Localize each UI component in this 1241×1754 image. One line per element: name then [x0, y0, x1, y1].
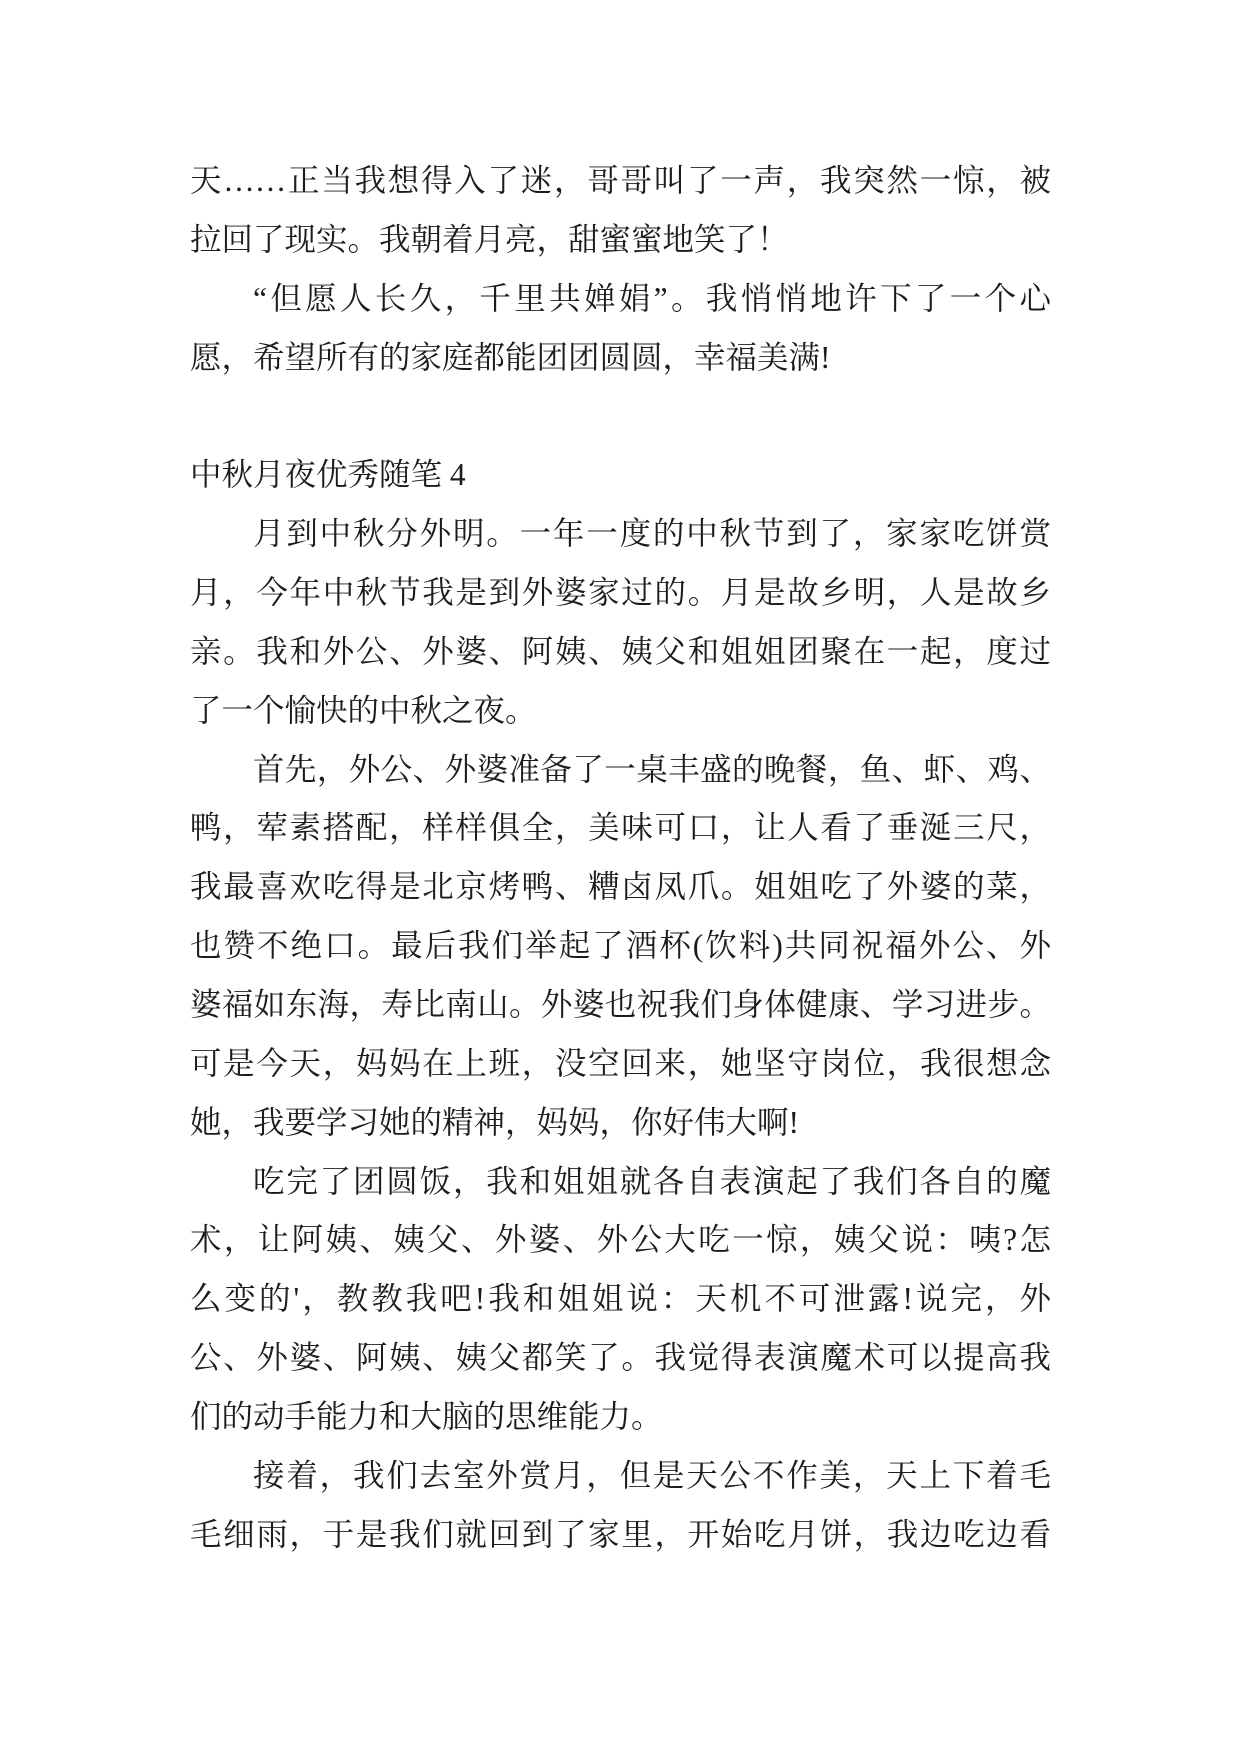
- paragraph: [190, 505, 1051, 740]
- text-line: “但愿人长久，千里共婵娟”。我悄悄地许下了一个心: [253, 280, 1051, 316]
- paragraph: [190, 1153, 1051, 1447]
- text-line: 术，让阿姨、姨父、外婆、外公大吃一惊，姨父说：咦?怎: [190, 1222, 1051, 1258]
- text-line: 婆福如东海，寿比南山。外婆也祝我们身体健康、学习进步。: [190, 987, 1051, 1023]
- text-line: 了一个愉快的中秋之夜。: [190, 692, 537, 728]
- paragraph-wish: [190, 270, 1051, 388]
- text-line: 吃完了团圆饭，我和姐姐就各自表演起了我们各自的魔: [253, 1163, 1051, 1199]
- text-line: 亲。我和外公、外婆、阿姨、姨父和姐姐团聚在一起，度过: [190, 633, 1051, 669]
- paragraph: [190, 1447, 1051, 1565]
- paragraph-continued: [190, 152, 1051, 270]
- text-line: 鸭，荤素搭配，样样俱全，美味可口，让人看了垂涎三尺，: [190, 810, 1051, 846]
- document-body: [190, 152, 1051, 1565]
- text-line: 拉回了现实。我朝着月亮，甜蜜蜜地笑了！: [190, 221, 789, 257]
- text-line: 天……正当我想得入了迷，哥哥叫了一声，我突然一惊，被: [190, 163, 1051, 198]
- paragraph: [190, 741, 1051, 1153]
- text-line: 么变的'，教教我吧!我和姐姐说：天机不可泄露!说完，外: [190, 1281, 1051, 1317]
- text-line: 我最喜欢吃得是北京烤鸭、糟卤凤爪。姐姐吃了外婆的菜，: [190, 869, 1051, 905]
- text-line: 愿，希望所有的家庭都能团团圆圆，幸福美满!: [190, 339, 831, 375]
- text-line: 首先，外公、外婆准备了一桌丰盛的晚餐，鱼、虾、鸡、: [253, 751, 1051, 787]
- text-line: 公、外婆、阿姨、姨父都笑了。我觉得表演魔术可以提高我: [190, 1340, 1051, 1376]
- text-line: 可是今天，妈妈在上班，没空回来，她坚守岗位，我很想念: [190, 1045, 1051, 1081]
- text-line: 们的动手能力和大脑的思维能力。: [190, 1399, 663, 1435]
- text-line: 毛细雨，于是我们就回到了家里，开始吃月饼，我边吃边看: [190, 1516, 1051, 1552]
- text-line: 她，我要学习她的精神，妈妈，你好伟大啊!: [190, 1104, 799, 1140]
- blank-line: [190, 387, 1051, 446]
- section-title: 中秋月夜优秀随笔 4: [190, 457, 466, 493]
- text-line: 月到中秋分外明。一年一度的中秋节到了，家家吃饼赏: [253, 516, 1051, 552]
- text-line: 也赞不绝口。最后我们举起了酒杯(饮料)共同祝福外公、外: [190, 928, 1051, 964]
- text-line: 月，今年中秋节我是到外婆家过的。月是故乡明，人是故乡: [190, 575, 1051, 611]
- text-line: 接着，我们去室外赏月，但是天公不作美，天上下着毛: [253, 1457, 1051, 1493]
